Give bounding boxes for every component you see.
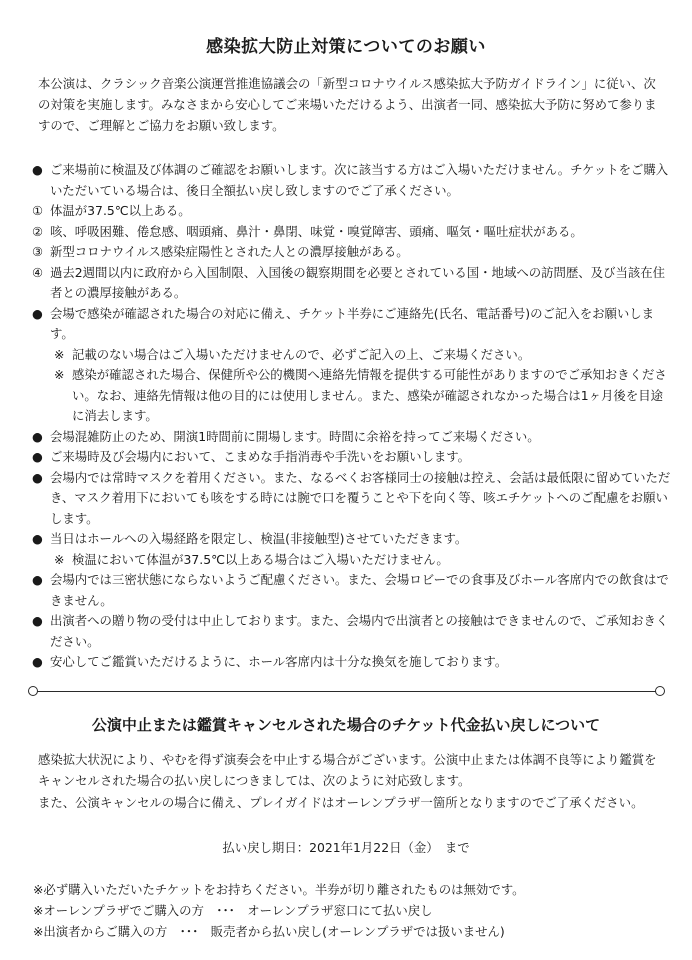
numbered-condition <box>32 263 672 304</box>
item-text: 会場内では常時マスクを着用ください。また、なるべくお客様同士の接触は控え、会話は最低限に留めていただき、マスク着用下においても咳をする時には腕で口を覆うことや下を向く等、咳エチケットへのご配慮をお願いします。 <box>50 469 671 526</box>
bullet-marker-icon: ● <box>32 449 43 464</box>
section2-title: 公演中止または鑑賞キャンセルされた場合のチケット代金払い戻しについて <box>91 716 601 734</box>
footer-note: ※出演者からご購入の方 ･･･ 販売者から払い戻し(オーレンプラザでは扱いません) <box>33 924 505 939</box>
numbered-condition <box>32 242 672 263</box>
item-marker: ※ <box>54 551 65 567</box>
item-text: 会場内では三密状態にならないようご配慮ください。また、会場ロビーでの食事及びホール客席内での飲食はできません。 <box>50 572 669 608</box>
item-text: 出演者への贈り物の受付は中止しております。また、会場内で出演者との接触はできませんので、ご承知おきください。 <box>50 613 669 649</box>
numbered-condition <box>32 222 672 243</box>
section2-paragraph-2: また、公演キャンセルの場合に備え、プレイガイドはオーレンプラザ一箇所となりますのでご了承ください。 <box>38 795 644 810</box>
item-text: 体温が37.5℃以上ある。 <box>50 203 191 218</box>
note-item <box>32 345 672 366</box>
bullet-marker-icon: ● <box>32 531 43 546</box>
item-text: 検温において体温が37.5℃以上ある場合はご入場いただけません。 <box>72 551 449 567</box>
bullet-item <box>32 160 672 201</box>
bullet-item <box>32 427 672 448</box>
bullet-marker-icon: ● <box>32 654 43 669</box>
page-title: 感染拡大防止対策についてのお願い <box>206 37 486 57</box>
bullet-item <box>32 304 672 345</box>
item-text: 当日はホールへの入場経路を限定し、検温(非接触型)させていただきます。 <box>50 531 468 546</box>
item-text: 記載のない場合はご入場いただけませんので、必ずご記入の上、ご来場ください。 <box>72 346 531 362</box>
item-text: 感染が確認された場合、保健所や公的機関へ連絡先情報を提供する可能性がありますのでご承知おきください。なお、連絡先情報は他の目的には使用しません。また、感染が確認されなかった場合は1ヶ月後を目途に消去します。 <box>72 367 667 423</box>
bullet-item <box>32 652 672 673</box>
intro-paragraph: 本公演は、クラシック音楽公演運営推進協議会の「新型コロナウイルス感染拡大予防ガイドライン」に従い、次の対策を実施します。みなさまから安心してご来場いただけるよう、出演者一同、感染拡大予防に努めて参りますので、ご理解とご協力をお願い致します。 <box>38 76 657 133</box>
item-marker: ① <box>32 203 44 218</box>
divider-end-circle <box>655 686 665 696</box>
bullet-marker-icon: ● <box>32 572 43 587</box>
item-text: 安心してご鑑賞いただけるように、ホール客席内は十分な換気を施しております。 <box>50 654 508 669</box>
bullet-marker-icon: ● <box>32 162 43 177</box>
item-text: 会場で感染が確認された場合の対応に備え、チケット半券にご連絡先(氏名、電話番号)のご記入をお願いします。 <box>50 305 655 341</box>
measures-list <box>32 160 672 673</box>
footer-note: ※必ず購入いただいたチケットをお持ちください。半券が切り離されたものは無効です。 <box>33 882 525 897</box>
item-text: 新型コロナウイルス感染症陽性とされた人との濃厚接触がある。 <box>50 244 409 259</box>
item-marker: ② <box>32 223 44 239</box>
bullet-item <box>32 468 672 530</box>
note-item <box>32 365 672 427</box>
item-text: ご来場時及び会場内において、こまめな手指消毒や手洗いをお願いします。 <box>50 449 471 464</box>
footer-note: ※オーレンプラザでご購入の方 ･･･ オーレンプラザ窓口にて払い戻し <box>33 903 433 918</box>
footer-notes <box>33 879 673 942</box>
bullet-item <box>32 529 672 550</box>
item-marker: ④ <box>32 264 44 280</box>
section2-paragraph: 感染拡大状況により、やむを得ず演奏会を中止する場合がございます。公演中止または体調不良等により鑑賞をキャンセルされた場合の払い戻しにつきましては、次のように対応致します。 <box>38 752 657 788</box>
bullet-item <box>32 570 672 611</box>
numbered-condition <box>32 201 672 222</box>
bullet-item <box>32 611 672 652</box>
bullet-marker-icon: ● <box>32 428 43 444</box>
bullet-item <box>32 447 672 468</box>
item-text: 咳、呼吸困難、倦怠感、咽頭痛、鼻汁・鼻閉、味覚・嗅覚障害、頭痛、嘔気・嘔吐症状がある。 <box>50 223 583 239</box>
bullet-marker-icon: ● <box>32 305 43 321</box>
item-text: ご来場前に検温及び体調のご確認をお願いします。次に該当する方はご入場いただけません。チケットをご購入いただいている場合は、後日全額払い戻し致しますのでご了承ください。 <box>50 162 669 198</box>
item-marker: ※ <box>54 367 65 382</box>
divider-end-circle <box>28 686 38 696</box>
note-item <box>32 550 672 571</box>
item-marker: ③ <box>32 244 44 259</box>
item-text: 会場混雑防止のため、開演1時間前に開場します。時間に余裕を持ってご来場ください。 <box>50 428 540 444</box>
section-divider <box>33 691 660 692</box>
bullet-marker-icon: ● <box>32 613 43 628</box>
item-marker: ※ <box>54 346 65 362</box>
item-text: 過去2週間以内に政府から入国制限、入国後の観察期間を必要とされている国・地域への訪問歴、及び当該在住者との濃厚接触がある。 <box>50 264 666 300</box>
bullet-marker-icon: ● <box>32 469 43 485</box>
refund-period: 払い戻し期日：2021年1月22日（金） まで <box>222 840 470 855</box>
